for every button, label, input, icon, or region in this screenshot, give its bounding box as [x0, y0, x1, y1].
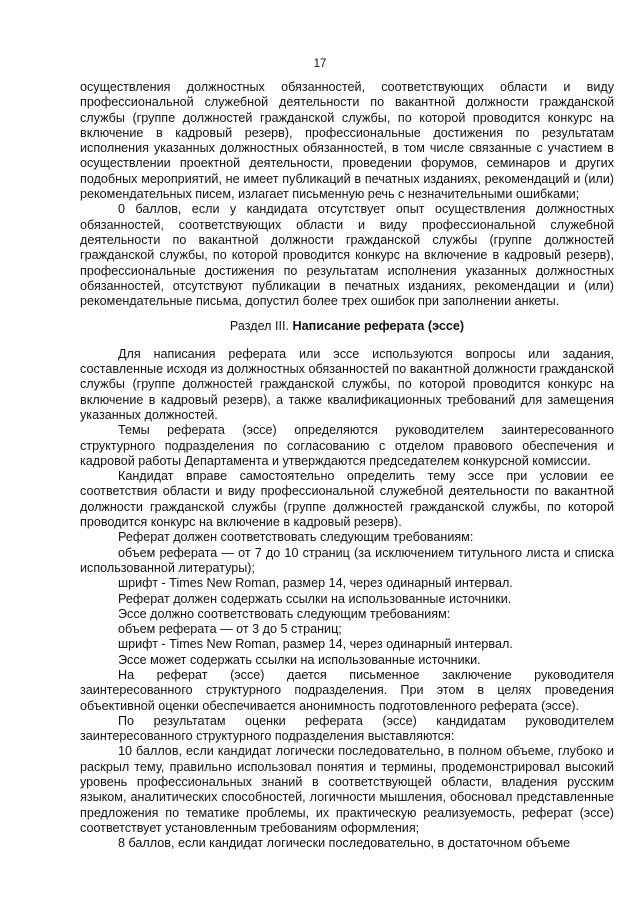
- paragraph: Реферат должен соответствовать следующим требованиям:: [118, 530, 474, 545]
- paragraph: Реферат должен содержать ссылки на использованные источники.: [118, 591, 512, 606]
- paragraph: Кандидат вправе самостоятельно определить тему эссе при условии ее соответствия области и виду профессиональной служебной деятельности по вакантной должности гражданской службы (группе должностей гражданской службы, по которой проводится конкурс на включение в кадровый резерв).: [80, 469, 614, 530]
- paragraph: объем реферата — от 3 до 5 страниц;: [118, 622, 342, 637]
- section-title: Написание реферата (эссе): [292, 319, 465, 334]
- paragraph: Эссе может содержать ссылки на использованные источники.: [118, 652, 481, 667]
- paragraph: шрифт - Times New Roman, размер 14, через одинарный интервал.: [118, 576, 513, 591]
- paragraph: Эссе должно соответствовать следующим требованиям:: [118, 606, 451, 621]
- page-number: 17: [313, 58, 327, 70]
- paragraph: По результатам оценки реферата (эссе) кандидатам руководителем заинтересованного структурного подразделения выставляются:: [80, 713, 614, 744]
- paragraph: объем реферата — от 7 до 10 страниц (за исключением титульного листа и списка использованной литературы);: [80, 545, 614, 575]
- section-heading: [80, 319, 614, 334]
- paragraph: осуществления должностных обязанностей, соответствующих области и виду профессиональной служебной деятельности по вакантной должности гражданской службы (группе должностей гражданской службы, по которой проводится конкурс на включение в кадровый резерв), профессиональные достижения по результатам исполнения указанных должностных обязанностей, в том числе связанные с участием в осуществлении проектной деятельности, проведении форумов, семинаров и других подобных мероприятий, не имеет публикаций в печатных изданиях, рекомендаций и (или) рекомендательных писем, излагает письменную речь с незначительными ошибками;: [80, 80, 614, 202]
- paragraph: 10 баллов, если кандидат логически последовательно, в полном объеме, глубоко и раскрыл тему, правильно использовал понятия и термины, продемонстрировал высокий уровень профессиональных знаний в соответствующей области, владения русским языком, аналитических способностей, логичности мышления, обосновал представленные предложения по тематике проблемы, их практическую реализуемость, реферат (эссе) соответствует установленным требованиям оформления;: [80, 744, 614, 835]
- paragraph: шрифт - Times New Roman, размер 14, через одинарный интервал.: [118, 637, 513, 652]
- paragraph: 8 баллов, если кандидат логически последовательно, в достаточном объеме: [118, 836, 571, 851]
- document-body: [80, 80, 614, 852]
- section-prefix: Раздел III.: [229, 319, 293, 334]
- paragraph: 0 баллов, если у кандидата отсутствует опыт осуществления должностных обязанностей, соответствующих области и виду профессиональной служебной деятельности по вакантной должности гражданской службы (группе должностей гражданской службы, по которой проводится конкурс на включение в кадровый резерв), профессиональные достижения по результатам исполнения указанных должностных обязанностей, отсутствуют публикации в печатных изданиях, рекомендации и (или) рекомендательные письма, допустил более трех ошибок при заполнении анкеты.: [80, 202, 614, 309]
- paragraph: На реферат (эссе) дается письменное заключение руководителя заинтересованного структурного подразделения. При этом в целях проведения объективной оценки обеспечивается анонимность подготовленного реферата (эссе).: [80, 667, 614, 713]
- paragraph: Темы реферата (эссе) определяются руководителем заинтересованного структурного подразделения по согласованию с отделом правового обеспечения и кадровой работы Департамента и утверждаются председателем конкурсной комиссии.: [80, 423, 614, 468]
- paragraph: Для написания реферата или эссе используются вопросы или задания, составленные исходя из должностных обязанностей по вакантной должности гражданской службы (группе должностей гражданской службы, по которой проводится конкурс на включение в кадровый резерв), а также квалификационных требований для замещения указанных должностей.: [80, 346, 614, 422]
